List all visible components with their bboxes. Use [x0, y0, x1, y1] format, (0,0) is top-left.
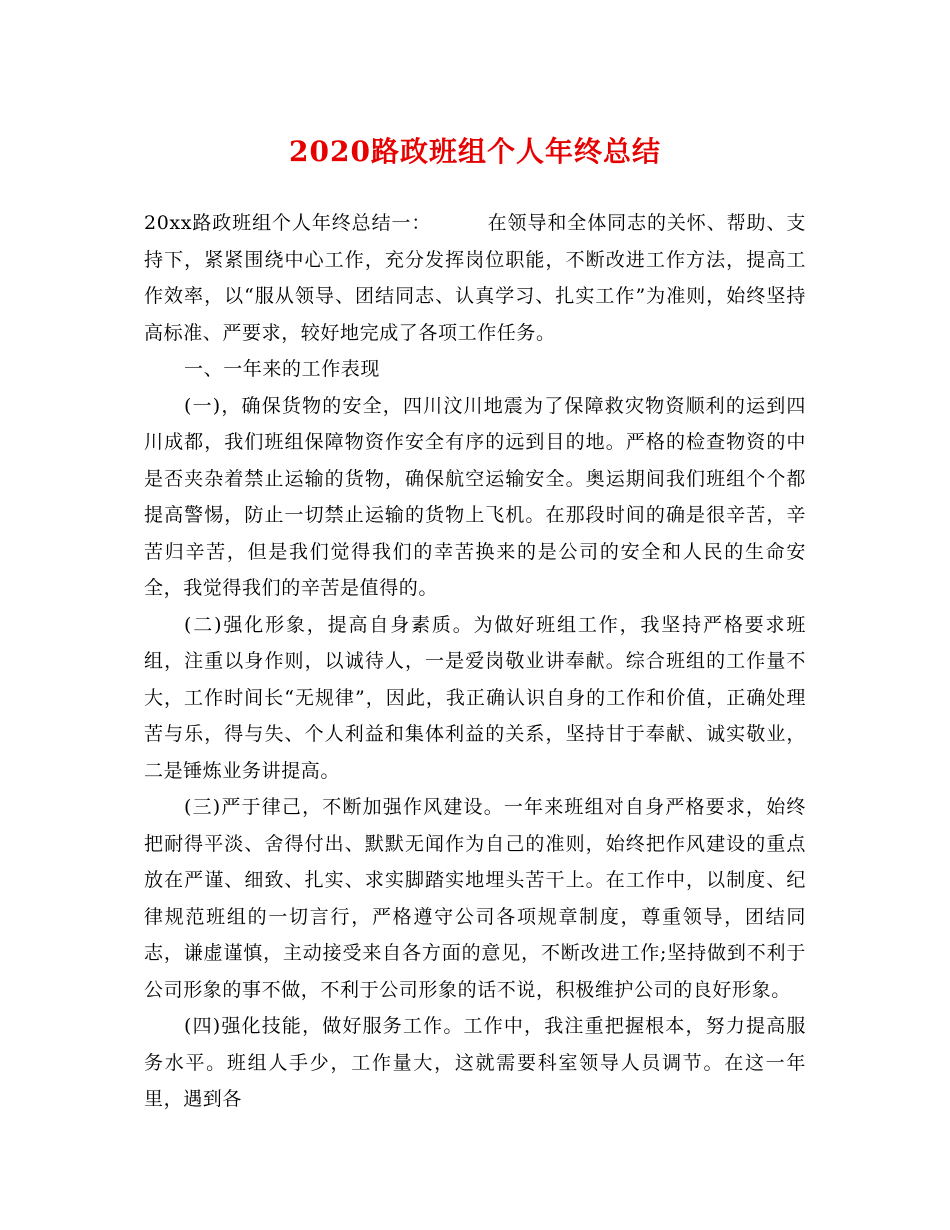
intro-lead: 20xx路政班组个人年终总结一：	[144, 212, 432, 234]
intro-paragraph	[144, 205, 806, 351]
section-heading: 一、一年来的工作表现	[184, 358, 381, 380]
paragraph-2: (二)强化形象，提高自身素质。为做好班组工作，我坚持严格要求班组，注重以身作则，以诚待人，一是爱岗敬业讲奉献。综合班组的工作量不大，工作时间长“无规律”，因此，我正确认识自身的工作和价值，正确处理苦与乐，得与失、个人利益和集体利益的关系，坚持甘于奉献、诚实敬业，二是锤炼业务讲提高。	[144, 613, 806, 782]
paragraph-1: (一)，确保货物的安全，四川汶川地震为了保障救灾物资顺利的运到四川成都，我们班组保障物资作安全有序的远到目的地。严格的检查物资的中是否夹杂着禁止运输的货物，确保航空运输安全。奥运期间我们班组个个都提高警惕，防止一切禁止运输的货物上飞机。在那段时间的确是很辛苦，辛苦归辛苦，但是我们觉得我们的幸苦换来的是公司的安全和人民的生命安全，我觉得我们的辛苦是值得的。	[144, 394, 806, 599]
intro-text: 在领导和全体同志的关怀、帮助、支持下，紧紧围绕中心工作，充分发挥岗位职能，不断改进工作方法，提高工作效率，以“服从领导、团结同志、认真学习、扎实工作”为准则，始终坚持高标准、严要求，较好地完成了各项工作任务。	[144, 212, 806, 344]
paragraph-4: (四)强化技能，做好服务工作。工作中，我注重把握根本，努力提高服务水平。班组人手少，工作量大，这就需要科室领导人员调节。在这一年里，遇到各	[144, 1015, 806, 1110]
paragraph-3: (三)严于律己，不断加强作风建设。一年来班组对自身严格要求，始终把耐得平淡、舍得付出、默默无闻作为自己的准则，始终把作风建设的重点放在严谨、细致、扎实、求实脚踏实地埋头苦干上。在工作中，以制度、纪律规范班组的一切言行，严格遵守公司各项规章制度，尊重领导，团结同志，谦虚谨慎，主动接受来自各方面的意见，不断改进工作;坚持做到不利于公司形象的事不做，不利于公司形象的话不说，积极维护公司的良好形象。	[144, 796, 806, 1001]
document-title: 2020路政班组个人年终总结	[289, 135, 661, 168]
document-body	[144, 205, 806, 1118]
